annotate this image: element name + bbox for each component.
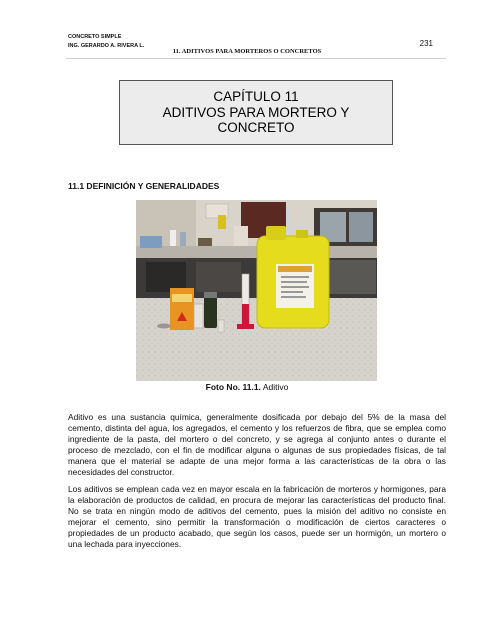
body-paragraph: Los aditivos se emplean cada vez en mayor escala en la fabricación de morteros y hormigones, para la elaboración de productos de calidad, en procura de mejorar las características del producto final. No se trata en ningún modo de aditivos del cemento, pues la misión del aditivo no consiste en mejorar el cemento, sino permitir la transformación o modificación de ciertos caracteres o propiedades de un producto acabado, que según los casos, puede ser un hormigón, un mortero o una lechada para inyecciones. bbox=[68, 484, 446, 550]
figure-caption bbox=[0, 382, 494, 392]
chapter-title-line: CONCRETO bbox=[217, 120, 295, 136]
chapter-title-line: ADITIVOS PARA MORTERO Y bbox=[162, 104, 350, 120]
header-divider bbox=[66, 58, 446, 59]
header-course-title: CONCRETO SIMPLE bbox=[68, 34, 122, 40]
chapter-title-box bbox=[119, 80, 393, 145]
section-heading: 11.1 DEFINICIÓN Y GENERALIDADES bbox=[68, 181, 220, 191]
admixture-photo bbox=[136, 200, 377, 381]
photo-illustration bbox=[136, 200, 377, 381]
body-paragraph: Aditivo es una sustancia química, generalmente dosificada por debajo del 5% de la masa del cemento, distinta del agua, los agregados, el cemento y los refuerzos de fibra, que se emplea como ingrediente de la pasta, del mortero o del concreto, y se agrega al conjunto antes o durante el proceso de mezclado, con el fin de modificar alguna o algunas de sus propiedades físicas, de tal manera que el material se adapte de una mejor forma a las características de la obra o las necesidades del constructor. bbox=[68, 412, 446, 478]
chapter-number: CAPÍTULO 11 bbox=[213, 89, 299, 105]
figure-caption-text: Aditivo bbox=[260, 382, 289, 392]
running-header-chapter: 11. ADITIVOS PARA MORTEROS O CONCRETOS bbox=[172, 48, 322, 55]
figure-caption-label: Foto No. 11.1. bbox=[205, 382, 261, 392]
page-number: 231 bbox=[419, 39, 433, 48]
header-author: ING. GERARDO A. RIVERA L. bbox=[68, 43, 145, 49]
